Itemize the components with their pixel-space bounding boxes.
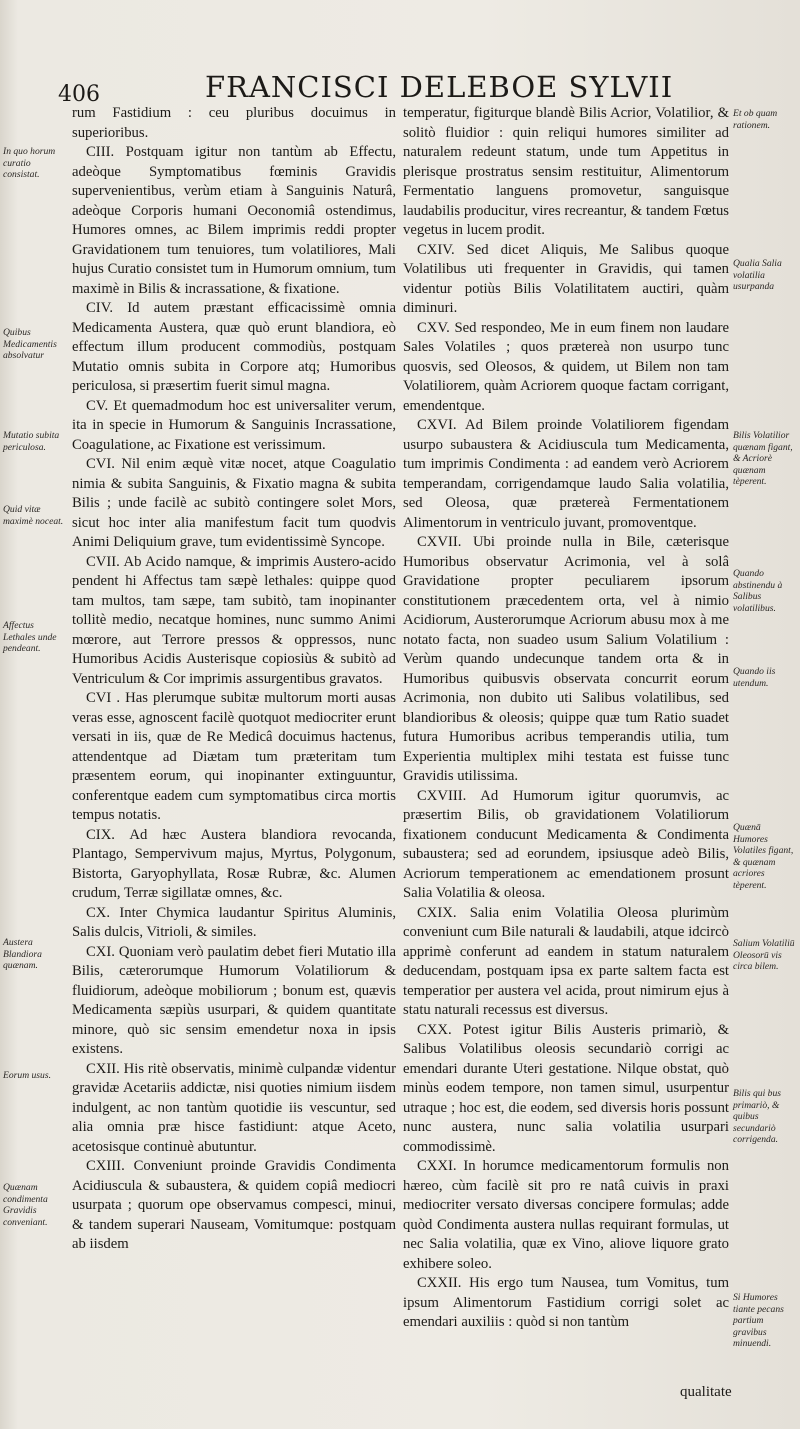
margin-note: Bilis Volatilior quænam figant, & Acriorè quænam tèperent. (733, 430, 793, 488)
margin-note: Salium Volatiliū Oleosorū vis circa bilem. (733, 938, 795, 973)
paragraph-cxx: CXX. Potest igitur Bilis Austeris primariò, & Salibus Volatilibus oleosis secundariò corrigi ac emendari durante Uteri gestatione. Nilque obstat, quò minùs eodem tempore, non tamen simul, usurpentur utraque ; hoc est, die eodem, sed diversis horis possunt nunc austera, nunc salia volatilia usurpari commodissimè. (403, 1021, 729, 1155)
paragraph-cx: CX. Inter Chymica laudantur Spiritus Aluminis, Salis dulcis, Vitrioli, & similes. (72, 904, 396, 940)
margin-note: Quænam condimenta Gravidis conveniant. (3, 1182, 48, 1228)
running-title: FRANCISCI DELEBOE SYLVII (205, 70, 674, 104)
paragraph-cxix: CXIX. Salia enim Volatilia Oleosa plurimùm conveniunt cum Bile naturali & laudabili, atque idcircò apprimè conferunt ad eandem in statum naturalem deducendam, postquam ipsa ex parte saltem facta est temperatior per austera vel acida, prout nimirum ejus à statu naturali recessus est diversus. (403, 904, 729, 1018)
paragraph-cxxii: CXXII. His ergo tum Nausea, tum Vomitus, tum ipsum Alimentorum Fastidium corrigi solet ac emendari auxiliis : quòd si non tantùm (403, 1275, 729, 1330)
paragraph-cv: CV. Et quemadmodum hoc est universaliter verum, ita in specie in Humorum & Sanguinis Incrassatione, Coagulatione, ac Fixatione est verissimum. (72, 397, 396, 453)
paragraph-cix: CIX. Ad hæc Austera blandiora revocanda, Plantago, Sempervivum majus, Myrtus, Polygonum, Bistorta, Garyophyllata, Rosæ Rubræ, &c. Alumen crudum, Terræ sigillatæ omnes, &c. (72, 826, 396, 901)
margin-note: Eorum usus. (3, 1070, 51, 1081)
paragraph-cxvii: CXVII. Ubi proinde nulla in Bile, cæterisque Humoribus observatur Acrimonia, vel à solâ Gravidatione propter peculiarem ipsorum constitutionem præcedentem orta, vel à nimio Acidiorum, Austerorumque Acriorum abusu mox à me notato facta, non suadeo usum Salium Volatilium : Verùm quando undecunque tandem orta & in Humoribus quibusvis observata concurrit eorum Acrimonia, non dubito uti Salibus volatilibus, sed blandioribus & oleosis; quippe quæ tum Ratio suadet futura Humoribus acribus temperandis utilia, tum Experientia multiplex mihi testata est fuisse tunc Gravidis utilissima. (403, 534, 729, 784)
right-text-column (403, 104, 729, 1333)
paragraph-cxvi: CXVI. Ad Bilem proinde Volatiliorem figendam usurpo subaustera & Acidiuscula tum Medicamenta, tum imprimis Condimenta : ad eandem verò Acriorem temperandam, corrigendamque laudo Salia volatilia, sed Oleosa, quæ prætereà Fermentationem Alimentorum in ventriculo juvant, promoventque. (403, 417, 729, 531)
left-text-column (72, 104, 396, 1255)
paragraph: rum Fastidium : ceu pluribus docuimus in superioribus. (72, 105, 396, 141)
margin-note: Quando abstinendu à Salibus volatilibus. (733, 568, 783, 614)
margin-note: Bilis qui bus primariò, & quibus secundariò corrigenda. (733, 1088, 781, 1146)
margin-note: Quænā Humores Volatiles figant, & quænam acriores tèperent. (733, 822, 794, 891)
paragraph-cxv: CXV. Sed respondeo, Me in eum finem non laudare Sales Volatiles ; quos prætereà non usurpo tunc quosvis, sed Oleosos, & quidem, ut Bilem non tam Volatiliorem, quàm Acriorem quoque factam corrigant, emendentque. (403, 319, 729, 414)
paragraph-cxiii: CXIII. Conveniunt proinde Gravidis Condimenta Acidiuscula & subaustera, & quidem copiâ mediocri usurpata ; quorum ope observamus compesci, minui, & tandem superari Nauseam, Vomitumque: postquam ab iisdem (72, 1158, 396, 1252)
margin-note: Quando iis utendum. (733, 666, 776, 689)
margin-note: Et ob quam rationem. (733, 108, 778, 131)
margin-note: Quibus Medicamentis absolvatur (3, 327, 57, 362)
paragraph-cxxi: CXXI. In horumce medicamentorum formulis non hæreo, cùm facilè sit pro re natâ cuivis in praxi mediocriter versato diversas concipere formulas; adde quòd Condimenta austera nullas requirant formulas, ut nec Salia volatilia, quæ ex Vino, aliove liquore grato exhibere soleo. (403, 1158, 729, 1272)
paragraph: temperatur, figiturque blandè Bilis Acrior, Volatilior, & solitò fluidior : quin reliqui humores similiter ad naturalem redeunt statum, unde tum Appetitus in plerisque prostratus sensim restituitur, Alimentorum Fermentatio languens promovetur, sanguisque laudabilis producitur, vires recreantur, & tandem Fœtus vegetus in lucem prodit. (403, 105, 729, 238)
paragraph-cvi: CVI. Nil enim æquè vitæ nocet, atque Coagulatio nimia & subita Sanguinis, & Fixatio magna & subita Bilis ; unde facilè ac subitò contingere solet Mors, sicut hoc inter alia manifestum facit tum quodvis Animi Deliquium grave, tum evidentissimè Syncope. (72, 456, 396, 550)
page-number: 406 (58, 82, 100, 107)
margin-note: Affectus Lethales unde pendeant. (3, 620, 57, 655)
paragraph-cxiv: CXIV. Sed dicet Aliquis, Me Salibus quoque Volatilibus uti frequenter in Gravidis, qui tamen videntur potiùs Bilis Volatilitatem auctiri, quàm diminuri. (403, 241, 729, 316)
paragraph-civ: CIV. Id autem præstant efficacissimè omnia Medicamenta Austera, quæ quò erunt blandiora, eò effectum illum producent commodiùs, postquam Mutatio omnis subita in Corpore atq; Humoribus periculosa, si præsertim fuerit simul magna. (72, 300, 396, 394)
margin-note: Mutatio subita periculosa. (3, 430, 60, 453)
margin-note: Si Humores tiante pecans partium gravibus minuendi. (733, 1292, 784, 1350)
paragraph-cviii: CVI . Has plerumque subitæ multorum morti ausas veras esse, agnoscent facilè quotquot mediocriter erunt versati in iis, quæ de Re Medicâ docuimus hactenus, attendentque ad Diætam tum præteritam tum præsentem eorum, qui inopinanter extinguuntur, conferentque eadem cum symptomatibus circa mortis tempus notatis. (72, 690, 396, 823)
margin-note: In quo horum curatio consistat. (3, 146, 56, 181)
paragraph-cxii: CXII. His ritè observatis, minimè culpandæ videntur gravidæ Acetariis addictæ, nisi quoties nimium iisdem indulgent, ac non tantùm quotidie iis vescuntur, sed alia omnia præ hisce fastidiunt: atque Aceto, acetosisque continuè abutuntur. (72, 1060, 396, 1155)
catchword: qualitate (680, 1384, 732, 1400)
paragraph-cxviii: CXVIII. Ad Humorum igitur quorumvis, ac præsertim Bilis, ob gravidationem Volatiliorum fixationem conducunt Medicamenta & Condimenta subaustera; sed ad eorundem, ipsiusque adeò Bilis, Acriorum temperationem ac emendationem prosunt Salia Volatilia & oleosa. (403, 787, 729, 901)
margin-note: Quid vitæ maximè noceat. (3, 504, 64, 527)
paragraph-cxi: CXI. Quoniam verò paulatim debet fieri Mutatio illa Bilis, cæterorumque Humorum Volatiliorum & fluidiorum, adeòque mobiliorum ; bonum est, quævis Medicamenta sæpiùs usurpari, & quidem quantitate minore, quò sic sensim emendetur noxa in ipsis existens. (72, 943, 396, 1057)
paragraph-ciii: CIII. Postquam igitur non tantùm ab Effectu, adeòque Symptomatibus fœminis Gravidis supervenientibus, verùm etiam à Sanguinis Naturâ, adeòque Corporis humani Oeconomiâ ostendimus, Humores omnes, ac Bilem imprimis reddi propter Gravidationem tum tenuiores, tum volatiliores, Mali hujus Curatio consistet tum in Humorum omnium, tum maximè in Bilis & incrassatione, & fixatione. (72, 144, 396, 297)
margin-note: Qualia Salia volatilia usurpanda (733, 258, 782, 293)
paragraph-cvii: CVII. Ab Acido namque, & imprimis Austero-acido pendent hi Affectus tam sæpè lethales: quippe quod tam multos, tam sæpe, tam subitò, tam inopinanter tollitè medio, necatque homines, nunc summo Animi mœrore, aut Terrore pressos & oppressos, nunc Humoribus Acidis Austerisque copiosiùs & subitò ad Ventriculum & Cor imprimis assurgentibus gravatos. (72, 553, 396, 687)
margin-note: Austera Blandiora quænam. (3, 937, 42, 972)
